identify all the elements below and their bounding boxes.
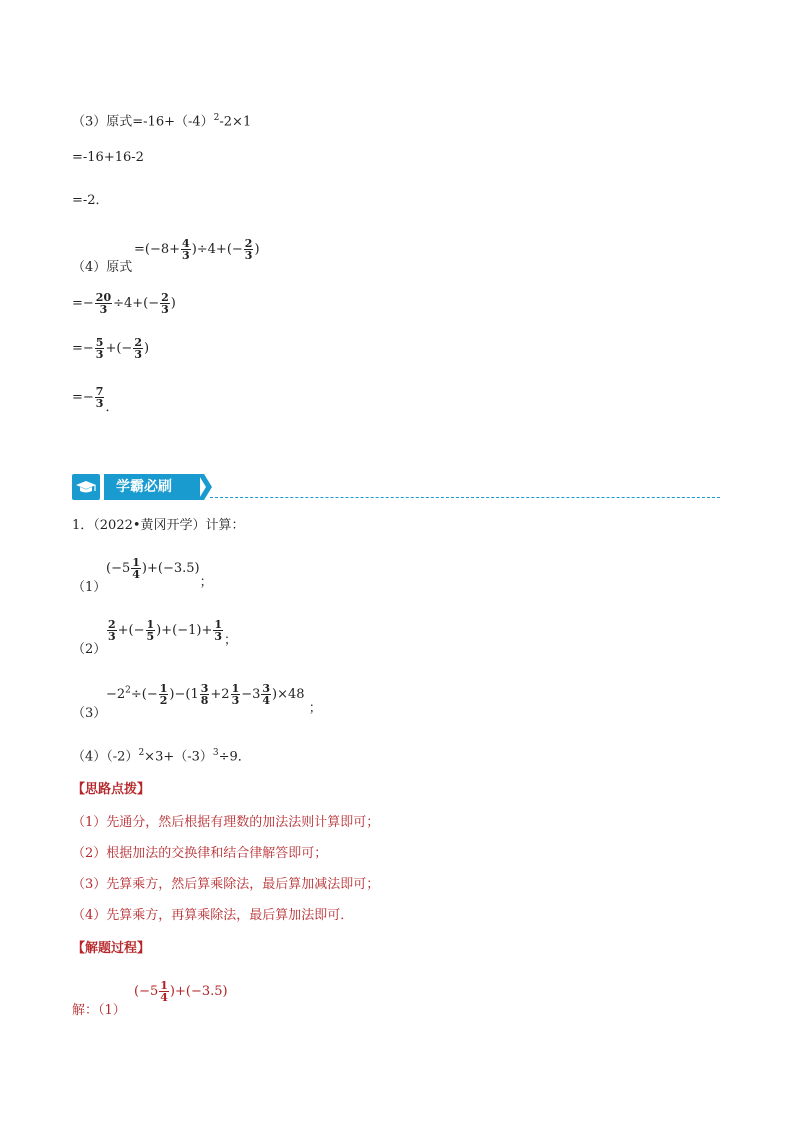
solution-4-expression: =(−8+ $\frac{4}{3}$ )÷4+(− $\frac{2}{3}$ ) [134, 237, 260, 262]
section-divider [210, 497, 720, 498]
item-1-label: （1） [72, 580, 107, 595]
hint-line-2: （2）根据加法的交换律和结合律解答即可； [72, 846, 328, 861]
item-3-label: （3） [72, 706, 107, 721]
problem-header: 1．（2022•黄冈开学）计算： [72, 518, 245, 533]
item-4-expression: $(4)(-2)^2\times 3+(-3)^3\div 9$． [72, 748, 251, 765]
solution-3-line-3: =-2． [72, 193, 109, 208]
solution-3-line-1: （3）原式$=-16+(-4)^2-2\times 1$ [72, 113, 252, 130]
item-1-expression: (−5 $\frac{1}{4}$ )+(−3.5)； [106, 556, 213, 590]
solution-4-line-4: =− $\frac{7}{3}$ ． [72, 385, 119, 415]
solution-4-line-2: =− $\frac{20}{3}$ ÷4+(− $\frac{2}{3}$ ) [72, 291, 176, 316]
solution-label: 解：（1） [72, 1003, 126, 1018]
solution-4-line-3: =− $\frac{5}{3}$ +(− $\frac{2}{3}$ ) [72, 336, 150, 361]
solution-expression: (−5 $\frac{1}{4}$ )+(−3.5) [134, 979, 228, 1004]
item-3-expression: $-2^2\div(-$ $\frac{1}{2}$ )−(1 $\frac{3}{8}$ +2 $\frac{1}{3}$ −3 $\frac{3}{4}$ )×48 ； [106, 682, 322, 716]
hint-line-4: （4）先算乘方，再算乘除法，最后算加法即可． [72, 908, 354, 923]
item-2-expression: $\frac{2}{3}$ +(− $\frac{1}{5}$ )+(−1)+ $\frac{1}{3}$ ； [108, 618, 238, 648]
hint-line-3: （3）先算乘方，然后算乘除法，最后算加减法即可； [72, 877, 380, 892]
solution-4-label: （4）原式 [72, 260, 133, 275]
hint-line-1: （1）先通分，然后根据有理数的加法法则计算即可； [72, 815, 380, 830]
hints-heading: 【思路点拨】 [72, 782, 151, 797]
item-2-label: （2） [72, 642, 107, 657]
section-title: 学霸必刷 [104, 474, 200, 500]
solution-3-line-2: =-16+16-2 [72, 150, 144, 165]
solution-heading: 【解题过程】 [72, 941, 151, 956]
graduation-cap-icon [72, 474, 100, 500]
